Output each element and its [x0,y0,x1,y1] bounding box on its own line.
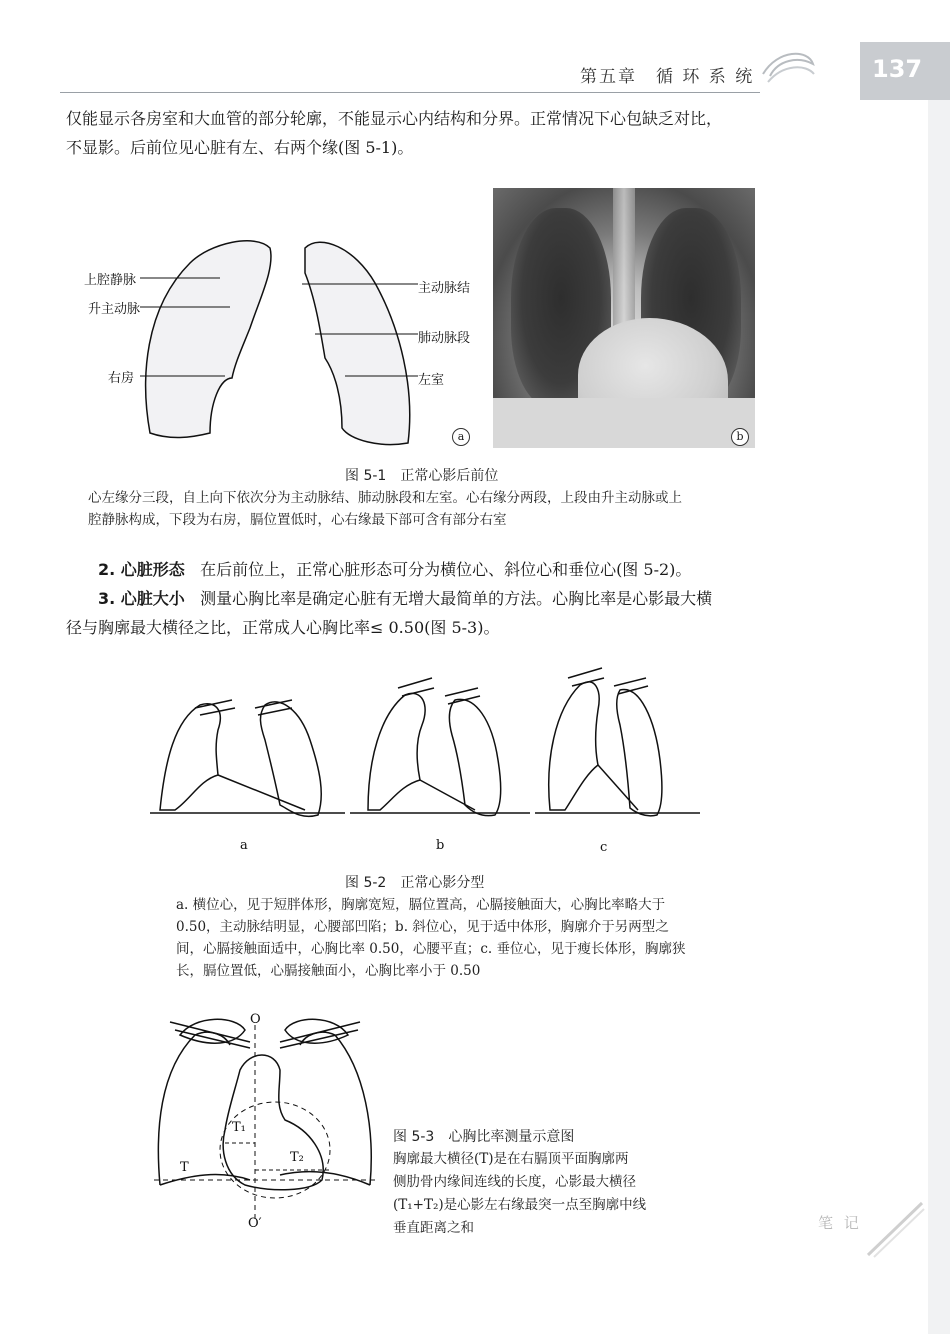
fig3-label-t1: T₁ [232,1120,246,1135]
header-rule [60,92,760,93]
fig2-caption-line-1: a. 横位心，见于短胖体形，胸廓宽短，膈位置高，心膈接触面大，心胸比率略大于 [176,897,666,913]
margin-notes-label: 笔 记 [818,1214,862,1232]
chapter-swirl-icon [758,44,818,90]
section2-line [98,555,691,584]
fig3-label-o: O [250,1012,261,1027]
label-right-atrium: 右房 [108,371,135,386]
intro-line-2: 不显影。后前位见心脏有左、右两个缘(图 5-1)。 [66,138,414,157]
fig2-panel-a-drawing [150,700,345,816]
label-aortic-knob: 主动脉结 [418,281,471,296]
fig2-panel-b-drawing [350,678,530,816]
fig3-label-t: T [180,1160,189,1175]
fig3-label-t2: T₂ [290,1150,304,1165]
fig3-ratio-diagram [150,1010,380,1235]
fig2-panel-a-label: a [240,838,248,853]
fig2-panel-c-label: c [600,840,608,855]
pen-icon [860,1195,930,1265]
fig3-caption-title: 图 5-3 心胸比率测量示意图 [393,1129,575,1145]
fig1-panel-a-label: a [452,428,470,446]
fig3-caption-line-1: 胸廓最大横径(T)是在右膈顶平面胸廓两 [393,1151,629,1167]
section3-text-2: 径与胸廓最大横径之比，正常成人心胸比率≤ 0.50(图 5-3)。 [66,618,500,637]
fig3-caption-line-2: 侧肋骨内缘间连线的长度，心影最大横径 [393,1174,636,1190]
fig1-chest-xray [493,188,755,448]
fig2-heart-types-diagram [140,660,700,840]
section3-line-1 [98,584,712,613]
side-margin-band [928,100,950,1334]
fig2-panel-b-label: b [436,838,445,853]
fig2-caption-title: 图 5-2 正常心影分型 [345,875,485,891]
fig2-panel-c-drawing [535,668,700,816]
chapter-title: 第五章 循 环 系 统 [580,67,755,87]
section3-heading: 3. 心脏大小 [98,589,185,608]
fig3-label-o-prime: O′ [248,1216,262,1231]
fig2-caption-line-3: 间，心膈接触面适中，心胸比率 0.50，心腰平直；c. 垂位心，见于瘦长体形，胸廓狭 [176,941,686,957]
label-ascending-aorta: 升主动脉 [88,302,141,317]
label-superior-vena-cava: 上腔静脉 [84,273,137,288]
section2-text: 在后前位上，正常心脏形态可分为横位心、斜位心和垂位心(图 5-2)。 [200,560,692,579]
section3-text-1: 测量心胸比率是确定心脏有无增大最简单的方法。心胸比率是心影最大横 [200,589,713,608]
fig1-panel-b-label: b [731,428,749,446]
label-left-ventricle: 左室 [418,373,445,388]
intro-line-1: 仅能显示各房室和大血管的部分轮廓，不能显示心内结构和分界。正常情况下心包缺乏对比， [66,109,723,128]
fig1-caption-line-2: 腔静脉构成，下段为右房，膈位置低时，心右缘最下部可含有部分右室 [88,512,507,528]
fig1-caption-title: 图 5-1 正常心影后前位 [345,468,499,484]
fig2-caption-line-4: 长，膈位置低，心膈接触面小，心胸比率小于 0.50 [176,963,481,979]
label-pulmonary-segment: 肺动脉段 [418,331,471,346]
fig1-caption-line-1: 心左缘分三段，自上向下依次分为主动脉结、肺动脉段和左室。心右缘分两段，上段由升主动脉或上 [88,490,682,506]
page-number: 137 [872,55,923,83]
fig3-caption-line-4: 垂直距离之和 [393,1220,474,1236]
fig2-caption-line-2: 0.50，主动脉结明显，心腰部凹陷；b. 斜位心，见于适中体形，胸廓介于另两型之 [176,919,669,935]
section2-heading: 2. 心脏形态 [98,560,185,579]
fig3-caption-line-3: (T₁+T₂)是心影左右缘最突一点至胸廓中线 [393,1197,647,1213]
